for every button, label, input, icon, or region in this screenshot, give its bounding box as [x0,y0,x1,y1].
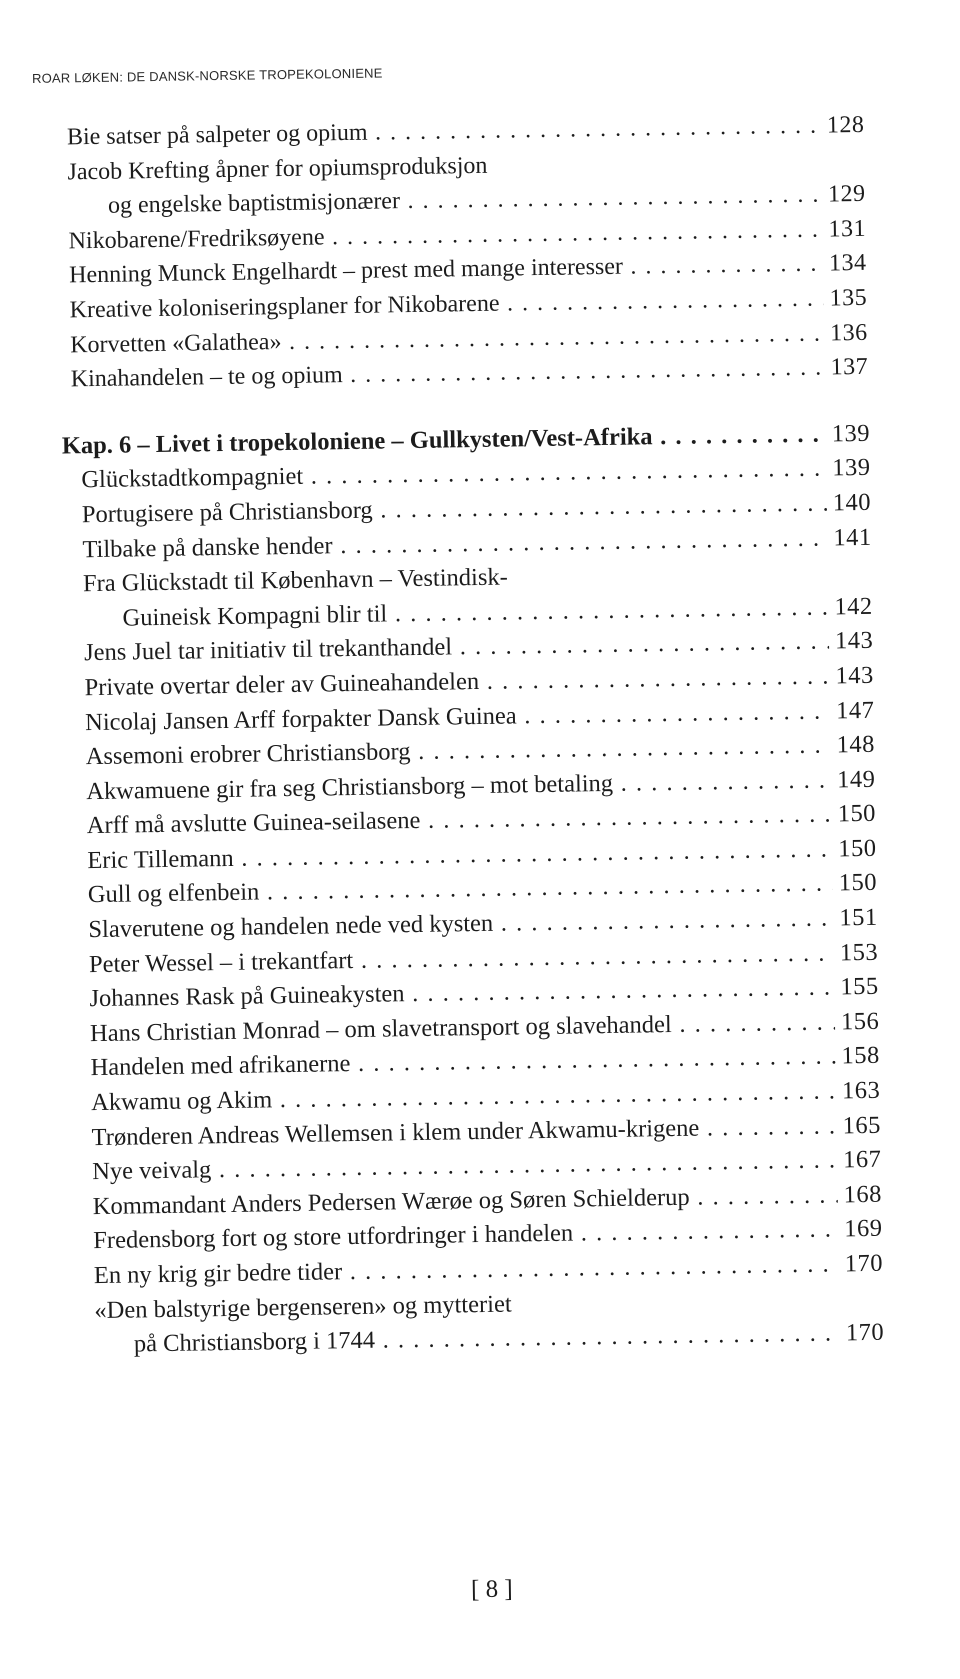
toc-entry-page: 163 [841,1076,881,1105]
toc-entry-title: Tilbake på danske hender [82,531,333,563]
toc-entry-page: 143 [835,661,874,690]
toc-entry-title: Nikobarene/Fredriksøyene [68,224,325,255]
toc-entry-title: Peter Wessel – i trekantfart [88,946,354,978]
toc-entry-page: 167 [842,1145,882,1174]
toc-entry-title: Gull og elfenbein [87,878,260,909]
toc-entry-page: 170 [844,1249,884,1278]
toc-entry-page: 137 [830,354,869,381]
toc-entry-page: 135 [829,284,868,312]
toc-entry-title: Kreative koloniseringsplaner for Nikobarene [69,290,500,324]
toc-entry-page: 143 [834,627,874,655]
toc-entry-page: 140 [832,488,872,517]
toc-entry-title: Nicolaj Jansen Arff forpakter Dansk Guinea [84,701,517,736]
running-header: ROAR LØKEN: DE DANSK-NORSKE TROPEKOLONIENE [31,65,383,86]
toc-entry-title: Slaverutene og handelen nede ved kysten [88,909,494,944]
toc-entry-page: 150 [838,869,878,897]
toc-entry-title: En ny krig gir bedre tider [93,1258,343,1290]
toc-entry-page: 134 [828,250,867,277]
toc-entry-title: Guineisk Kompagni blir til [122,600,388,632]
toc-entry-title: Akwamuene gir fra seg Christiansborg – mot betaling [86,769,614,805]
toc-entry-page: 168 [843,1180,883,1209]
chapter-title: Kap. 6 – Livet i tropekoloniene – Gullkysten/Vest-Afrika [61,422,653,460]
toc-entry-title: Private overtar deler av Guineahandelen [84,667,480,702]
toc-entry-page: 156 [840,1007,880,1036]
toc-entry-title: Henning Munck Engelhardt – prest med mange interesser [68,254,624,289]
toc-entry-page: 158 [841,1042,880,1070]
toc-entry-title: Trønderen Andreas Wellemsen i klem under Akwamu-krigene [91,1114,700,1151]
toc-section-chapter-6 [0,450,960,1364]
toc-entry-page: 155 [840,973,879,1001]
toc-entry-title: Fra Glückstadt til København – Vestindisk- [82,563,509,598]
toc-entry-title: «Den balstyrige bergenseren» og mytteriet [94,1290,512,1324]
toc-entry-title: Eric Tillemann [87,844,234,875]
toc-entry-title: Akwamu og Akim [90,1086,273,1117]
toc-entry-page [834,555,886,556]
toc-entry-page: 153 [839,938,879,967]
toc-entry-page: 149 [836,765,876,794]
toc-entry-page: 151 [839,903,878,932]
toc-entry-page: 170 [845,1318,885,1347]
toc-entry-title: Jacob Krefting åpner for opiumsproduksjon [67,152,488,185]
toc-entry-title: Kommandant Anders Pedersen Wærøe og Søren Schielderup [92,1183,690,1220]
toc-entry-page: 148 [836,730,876,759]
toc-entry-title: Korvetten «Galathea» [70,328,282,358]
toc-entry-page: 147 [835,696,875,724]
toc-entry-page: 165 [842,1111,882,1139]
toc-entry-page: 129 [827,181,866,208]
toc-entry-page: 150 [837,800,877,828]
toc-entry-title: Glückstadtkompagniet [81,463,304,494]
toc-entry-title: Arff må avslutte Guinea-seilasene [86,807,421,840]
page-number: [ 8 ] [470,1575,513,1604]
toc-entry-title: Nye veivalg [92,1156,212,1186]
toc-entry-page: 141 [833,523,872,551]
toc-entry-page: 131 [828,215,867,243]
toc-entry-title: og engelske baptistmisjonærer [107,188,401,219]
toc-entry-title: Fredensborg fort og store utfordringer i handelen [93,1219,574,1255]
toc-entry-title: Bie satser på salpeter og opium [66,119,368,151]
toc-entry-title: Hans Christian Monrad – om slavetransport og slavehandel [89,1010,672,1047]
toc-entry-page: 150 [838,834,877,863]
toc-entry-page: 169 [844,1215,883,1243]
toc-entry-page [845,1281,897,1282]
toc-entry-page: 139 [832,454,871,482]
toc-entry-title: på Christiansborg i 1744 [133,1326,376,1358]
toc-entry-title: Kinahandelen – te og opium [70,362,343,393]
toc-entry-page: 128 [826,111,865,139]
chapter-page: 139 [831,419,871,448]
toc-entry-title: Assemoni erobrer Christiansborg [85,738,411,771]
toc-entry-page: 142 [834,592,873,621]
toc-entry-title: Handelen med afrikanerne [90,1050,351,1082]
toc-section-previous-chapter [0,107,953,399]
toc-entry-title: Jens Juel tar initiativ til trekanthandel [83,633,453,667]
table-of-contents [0,107,960,1365]
toc-entry-title: Johannes Rask på Guineakysten [89,980,405,1013]
toc-entry-title: Portugisere på Christiansborg [81,496,373,529]
toc-entry-page [827,142,879,143]
toc-entry-page: 136 [829,319,868,346]
